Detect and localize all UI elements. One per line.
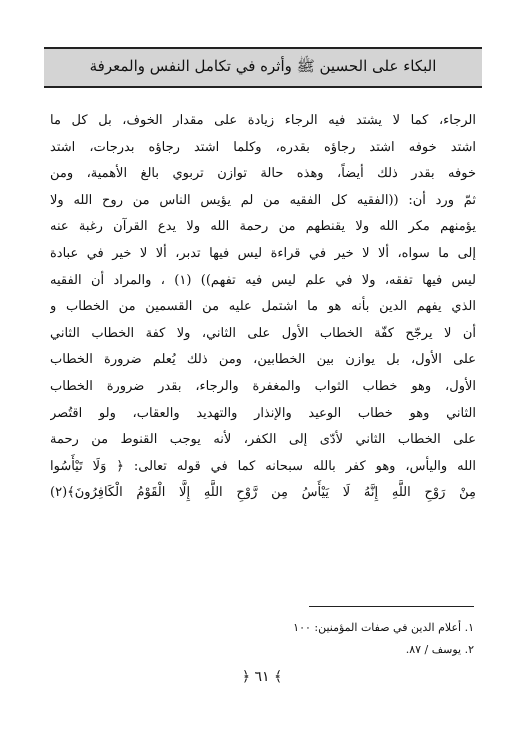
body-line: الثاني وهو خطاب الوعيد والإنذار والتهديد والعقاب، ولو اقتُصر [50,405,476,421]
body-line: إلى ما سواه، ألا لا خير في قراءة ليس فيها تدبر، ألا لا خير في عبادة [50,245,476,261]
body-line: اشتد خوفه اشتد رجاؤه بقدره، وكلما اشتد رجاؤه بدرجات، اشتد [50,139,476,155]
body-line: الذي يفهم الدين بأنه هو ما اشتمل عليه من القسمين من الخطاب و [50,299,476,315]
footnote: ١. أعلام الدين في صفات المؤمنين: ١٠٠ [293,621,474,634]
running-title: البكاء على الحسين ﷺ وأثره في تكامل النفس والمعرفة [89,56,437,75]
footnote-separator [309,606,474,607]
body-line: الأول، وهو خطاب الثواب والمغفرة والرجاء، بقدر ضرورة الخطاب [50,378,476,394]
body-line: على الخطاب الثاني لأدّى إلى الكفر، لأنه يوجب القنوط من رحمة [50,432,476,448]
body-line: أن لا يرجّح كفّة الخطاب الأول على الثاني، ولا كفة الخطاب الثاني [50,325,476,341]
body-line: الله واليأس، وهو كفر بالله سبحانه كما في قوله تعالى: ﴿ وَلَا تَيْأَسُوا [50,458,476,474]
running-header [44,47,482,88]
page-number: ﴾ ٦١ ﴿ [241,669,283,685]
body-line: ليس فيها تفقه، ولا في علم ليس فيه تفهم)) (١) ، والمراد أن الفقيه [50,272,476,288]
body-line: يؤمنهم مكر الله ولا يقنطهم من رحمة الله ولا يدع القرآن رغبة عنه [50,219,476,235]
body-line: الرجاء، كما لا يشتد فيه الرجاء زيادة على مقدار الخوف، بل كل ما [50,113,476,128]
footnote: ٢. يوسف / ٨٧. [405,643,474,656]
body-text [50,108,476,507]
body-line: مِنْ رَوْحِ اللَّهِ إِنَّهُ لَا يَيْأَسُ مِن رَّوْحِ اللَّهِ إِلَّا الْقَوْمُ الْكَافِرُونَ﴾(٢) [50,485,476,501]
body-line: خوفه بقدر ذلك أيضاً، وهذه حالة توازن تربوي بالغ الأهمية، ومن [50,166,476,182]
body-line: على الأول، بل يوازن بين الخطابين، ومن ذلك يُعلم ضرورة الخطاب [50,352,476,368]
footnotes [174,617,474,661]
body-line: ثمّ ورد أن: ((الفقيه كل الفقيه من لم يؤيس الناس من روح الله ولا [50,192,476,208]
